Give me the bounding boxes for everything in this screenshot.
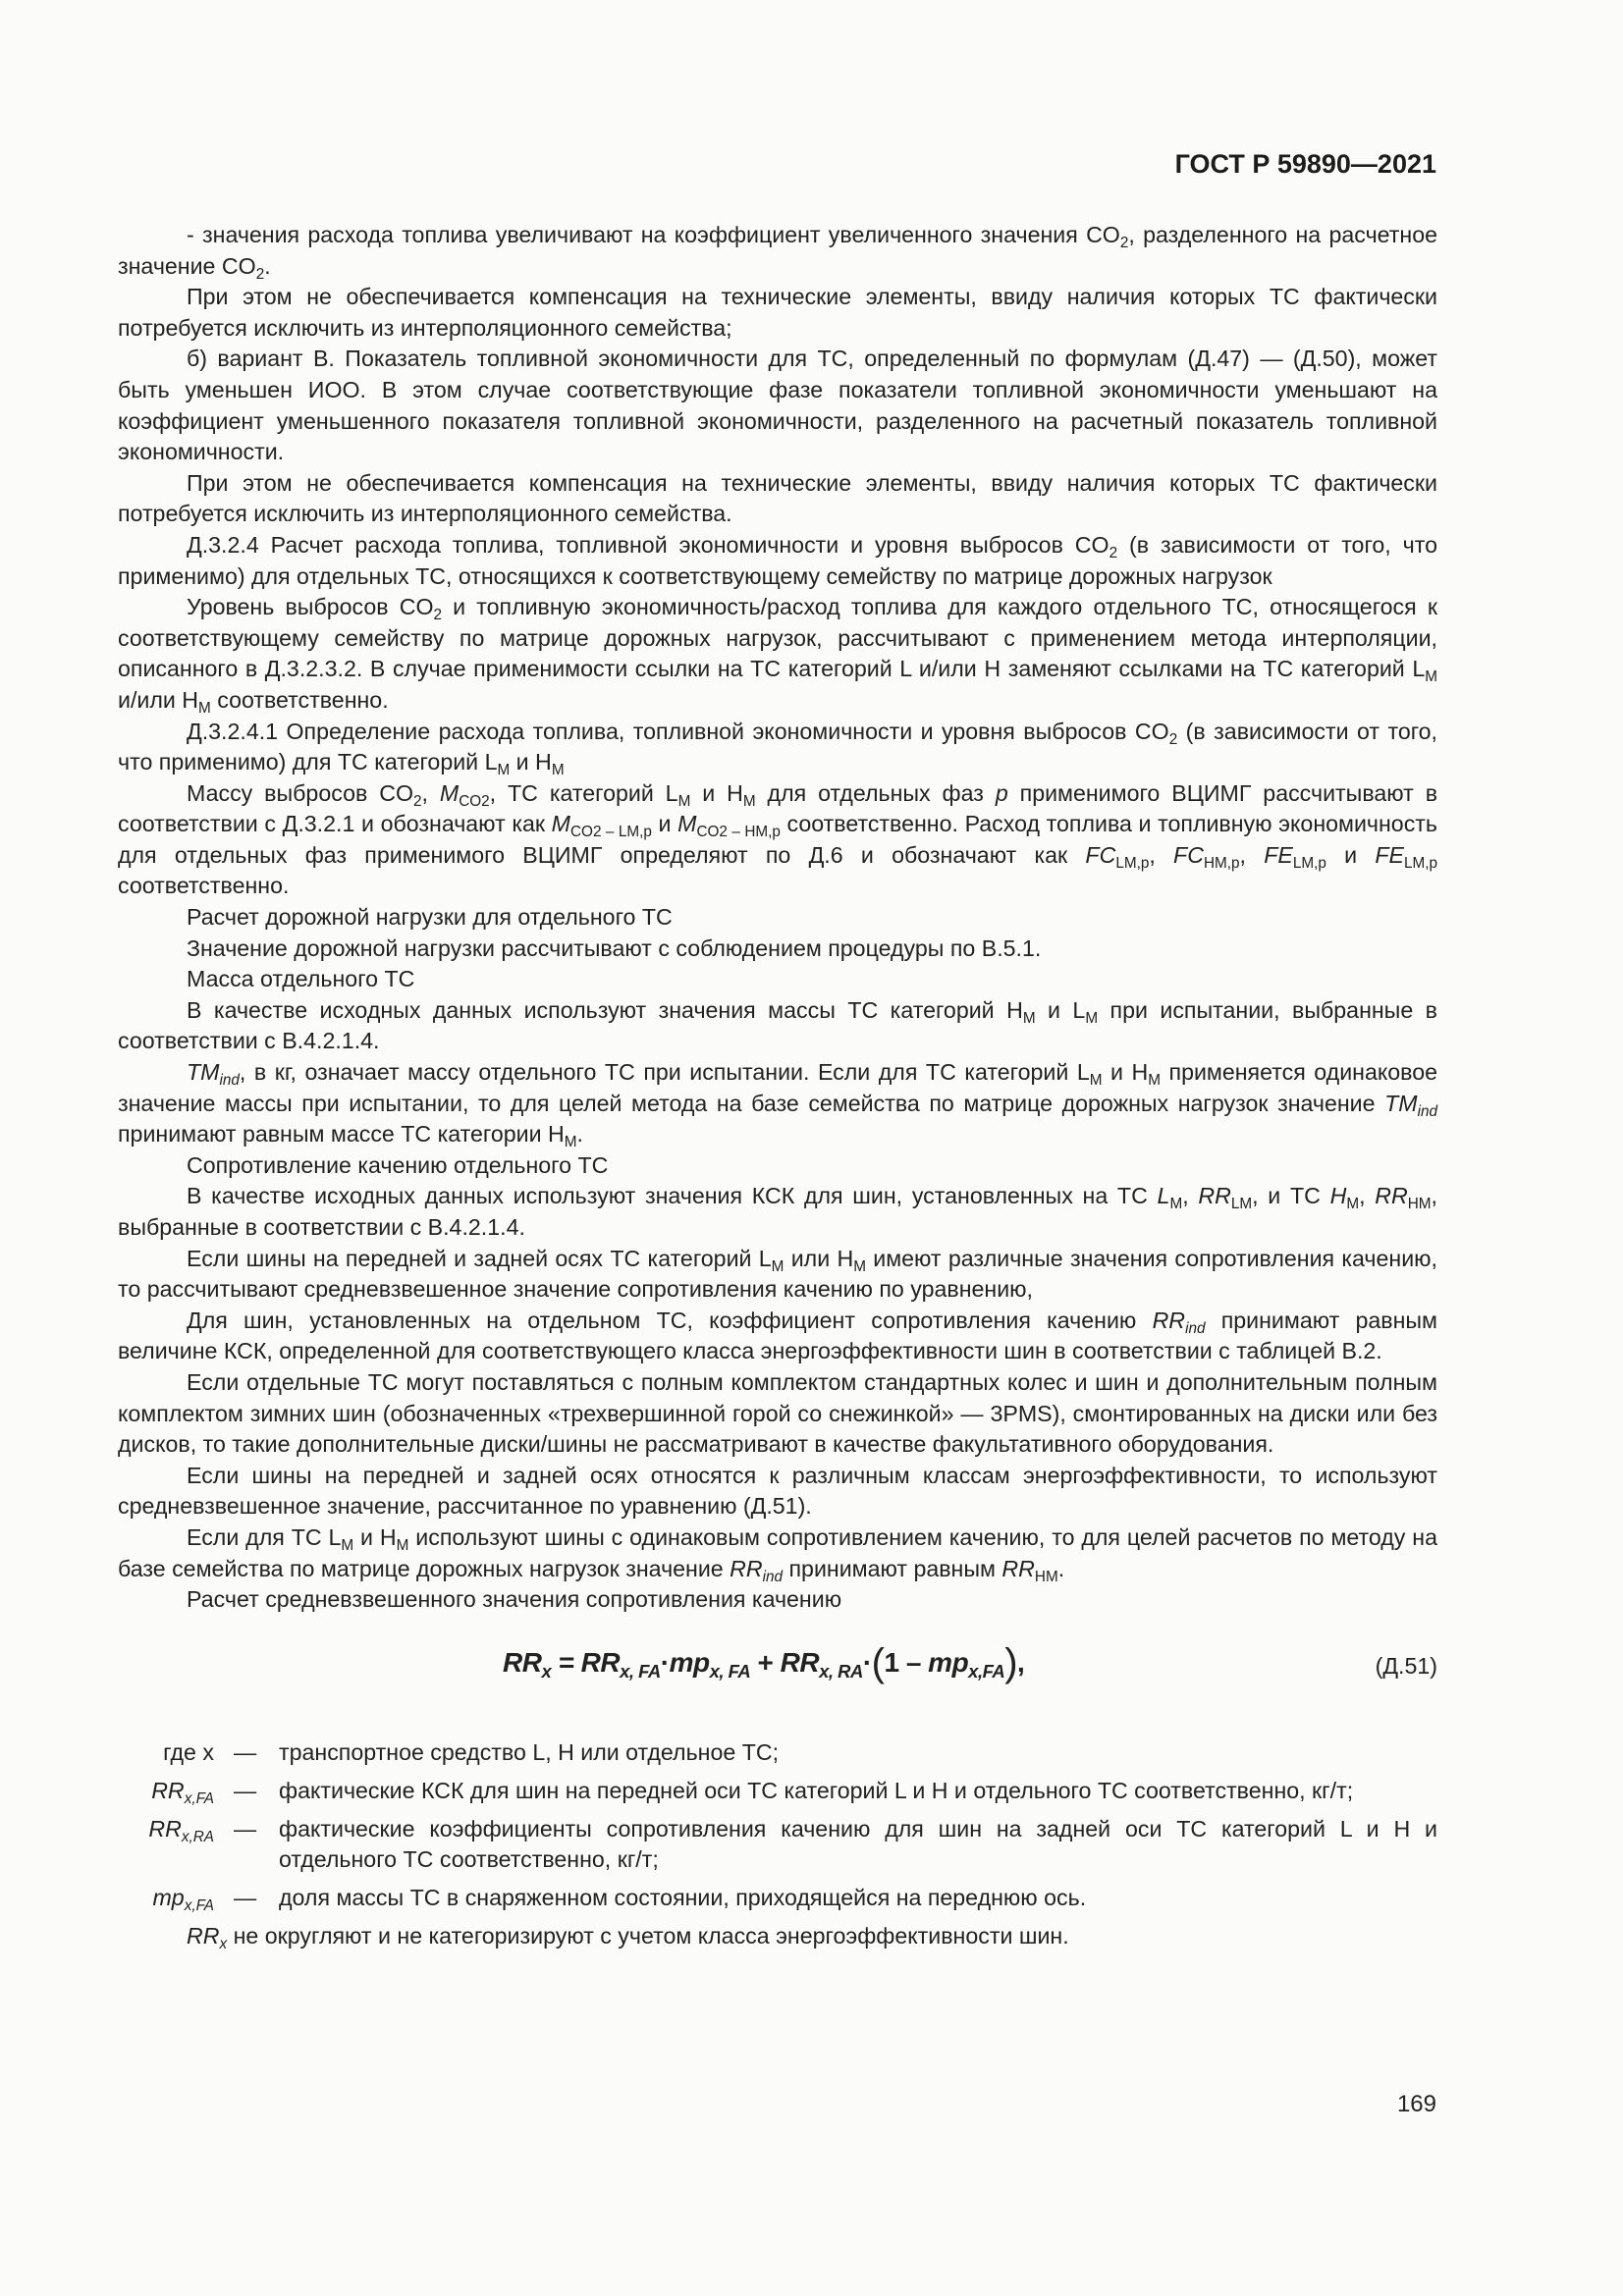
paragraph: $TM_{ind}$, в кг, означает массу отдельного ТС при испытании. Если для ТС категорий $L_M$ и $H_M$ применяется одинаковое значение массы при испытании, то для целей метода на базе семейства по матрице дорожных нагрузок значение $TM_{ind}$ принимают равным массе ТС категории $H_M$. bbox=[118, 1059, 1437, 1151]
subheading: Расчет дорожной нагрузки для отдельного ТС bbox=[187, 904, 673, 931]
section-heading: Д.3.2.4.1 Определение расхода топлива, топливной экономичности и уровня выбросов $CO_2$ (в зависимости от того, что применимо) для ТС категорий $L_M$ и $H_M$ bbox=[118, 718, 1437, 778]
paragraph: При этом не обеспечивается компенсация на технические элементы, ввиду наличия которых ТС фактически потребуется исключить из интерполяционного семейства. bbox=[118, 469, 1437, 527]
legend-row bbox=[118, 1776, 1437, 1814]
formula-number: (Д.51) bbox=[1375, 1652, 1437, 1679]
formula-expression: $RR_x = RR_{x, FA}\cdot mp_{x, FA} + RR_{x, RA}\cdot(1 - mp_{x,FA})$, bbox=[503, 1640, 1025, 1684]
paragraph: Если для ТС $L_M$ и $H_M$ используют шины с одинаковым сопротивлением качению, то для целей расчетов по методу на базе семейства по матрице дорожных нагрузок значение $RR_{ind}$ принимают равным $RR_{HM}$. bbox=[118, 1523, 1437, 1585]
paragraph: Значение дорожной нагрузки рассчитывают с соблюдением процедуры по В.5.1. bbox=[187, 934, 1042, 961]
legend-dash: — bbox=[234, 1777, 257, 1803]
paragraph: При этом не обеспечивается компенсация на технические элементы, ввиду наличия которых ТС фактически потребуется исключить из интерполяционного семейства; bbox=[118, 284, 1437, 341]
paragraph: Если шины на передней и задней осях ТС категорий $L_M$ или $H_M$ имеют различные значения сопротивления качению, то рассчитывают средневзвешенное значение сопротивления качению по уравнению, bbox=[118, 1245, 1437, 1303]
legend-dash: — bbox=[234, 1884, 257, 1910]
where-legend bbox=[118, 1737, 1437, 1921]
legend-symbol: $RR_{x,RA}$ bbox=[148, 1815, 214, 1845]
legend-row bbox=[118, 1737, 1437, 1776]
page-body bbox=[118, 220, 1437, 1951]
paragraph: Массу выбросов $CO_2$, $M_{CO2}$, ТС категорий $L_M$ и $H_M$ для отдельных фаз p применимого ВЦИМГ рассчитывают в соответствии с Д.3.2.1 и обозначают как $M_{CO2 - LM,p}$ и $M_{CO2 - HM,p}$ соответственно. Расход топлива и топливную экономичность для отдельных фаз применимого ВЦИМГ определяют по Д.6 и обозначают как $FC_{LM,p}$, $FC_{HM,p}$, $FE_{LM,p}$ и $FE_{LM,p}$ соответственно. bbox=[118, 779, 1438, 899]
subheading: Масса отдельного ТС bbox=[187, 966, 415, 992]
subheading: Сопротивление качению отдельного ТС bbox=[187, 1151, 609, 1178]
legend-dash: — bbox=[234, 1738, 257, 1765]
legend-row bbox=[118, 1883, 1437, 1921]
legend-dash: — bbox=[234, 1815, 257, 1842]
paragraph: Для шин, установленных на отдельном ТС, коэффициент сопротивления качению $RR_{ind}$ принимают равным величине КСК, определенной для соответствующего класса энергоэффективности шин в соответствии с таблицей В.2. bbox=[118, 1307, 1437, 1364]
legend-description: транспортное средство L, H или отдельное ТС; bbox=[279, 1738, 780, 1765]
section-heading: Д.3.2.4 Расчет расхода топлива, топливной экономичности и уровня выбросов $CO_2$ (в зависимости от того, что применимо) для отдельных ТС, относящихся к соответствующему семейству по матрице дорожных нагрузок bbox=[118, 531, 1437, 589]
subheading: Расчет средневзвешенного значения сопротивления качению bbox=[187, 1586, 842, 1613]
formula-block bbox=[118, 1641, 1437, 1704]
paragraph: - значения расхода топлива увеличивают на коэффициент увеличенного значения $CO_2$, разделенного на расчетное значение $CO_2$. bbox=[118, 222, 1437, 283]
legend-symbol: $RR_{x,FA}$ bbox=[151, 1777, 214, 1807]
legend-row bbox=[118, 1814, 1437, 1883]
paragraph: Если шины на передней и задней осях относятся к различным классам энергоэффективности, то используют средневзвешенное значение, рассчитанное по уравнению (Д.51). bbox=[118, 1462, 1437, 1520]
legend-symbol: где x bbox=[163, 1738, 214, 1765]
document-header: ГОСТ Р 59890—2021 bbox=[1174, 149, 1436, 179]
paragraph: $RR_x$ не округляют и не категоризируют с учетом класса энергоэффективности шин. bbox=[187, 1922, 1069, 1952]
paragraph: Уровень выбросов $CO_2$ и топливную экономичность/расход топлива для каждого отдельного ТС, относящегося к соответствующему семейству по матрице дорожных нагрузок, рассчитывают с применением метода интерполяции, описанного в Д.3.2.3.2. В случае применимости ссылки на ТС категорий L и/или H заменяют ссылками на ТС категорий $L_M$ и/или $H_M$ соответственно. bbox=[118, 594, 1437, 717]
paragraph: б) вариант В. Показатель топливной экономичности для ТС, определенный по формулам (Д.47) — (Д.50), может быть уменьшен ИОО. В этом случае соответствующие фазе показатели топливной экономичности уменьшают на коэффициент уменьшенного показателя топливной экономичности, разделенного на расчетный показатель топливной экономичности. bbox=[118, 346, 1437, 465]
paragraph: В качестве исходных данных используют значения массы ТС категорий $H_M$ и $L_M$ при испытании, выбранные в соответствии с В.4.2.1.4. bbox=[118, 996, 1438, 1054]
legend-description: фактические коэффициенты сопротивления качению для шин на задней оси ТС категорий L и H и отдельного ТС соответственно, кг/т; bbox=[279, 1815, 1437, 1872]
legend-description: фактические КСК для шин на передней оси ТС категорий L и H и отдельного ТС соответственно, кг/т; bbox=[279, 1777, 1354, 1803]
legend-symbol: $mp_{x,FA}$ bbox=[152, 1884, 214, 1914]
paragraph: В качестве исходных данных используют значения КСК для шин, установленных на ТС $L_M$, $RR_{LM}$, и ТС $H_M$, $RR_{HM}$, выбранные в соответствии с В.4.2.1.4. bbox=[118, 1183, 1437, 1240]
paragraph: Если отдельные ТС могут поставляться с полным комплектом стандартных колес и шин и дополнительным полным комплектом зимних шин (обозначенных «трехвершинной горой со снежинкой» — 3PMS), смонтированных на диски или без дисков, то такие дополнительные диски/шины не рассматривают в качестве факультативного оборудования. bbox=[118, 1368, 1437, 1458]
page-number: 169 bbox=[1396, 2091, 1436, 2117]
legend-description: доля массы ТС в снаряженном состоянии, приходящейся на переднюю ось. bbox=[279, 1884, 1087, 1910]
